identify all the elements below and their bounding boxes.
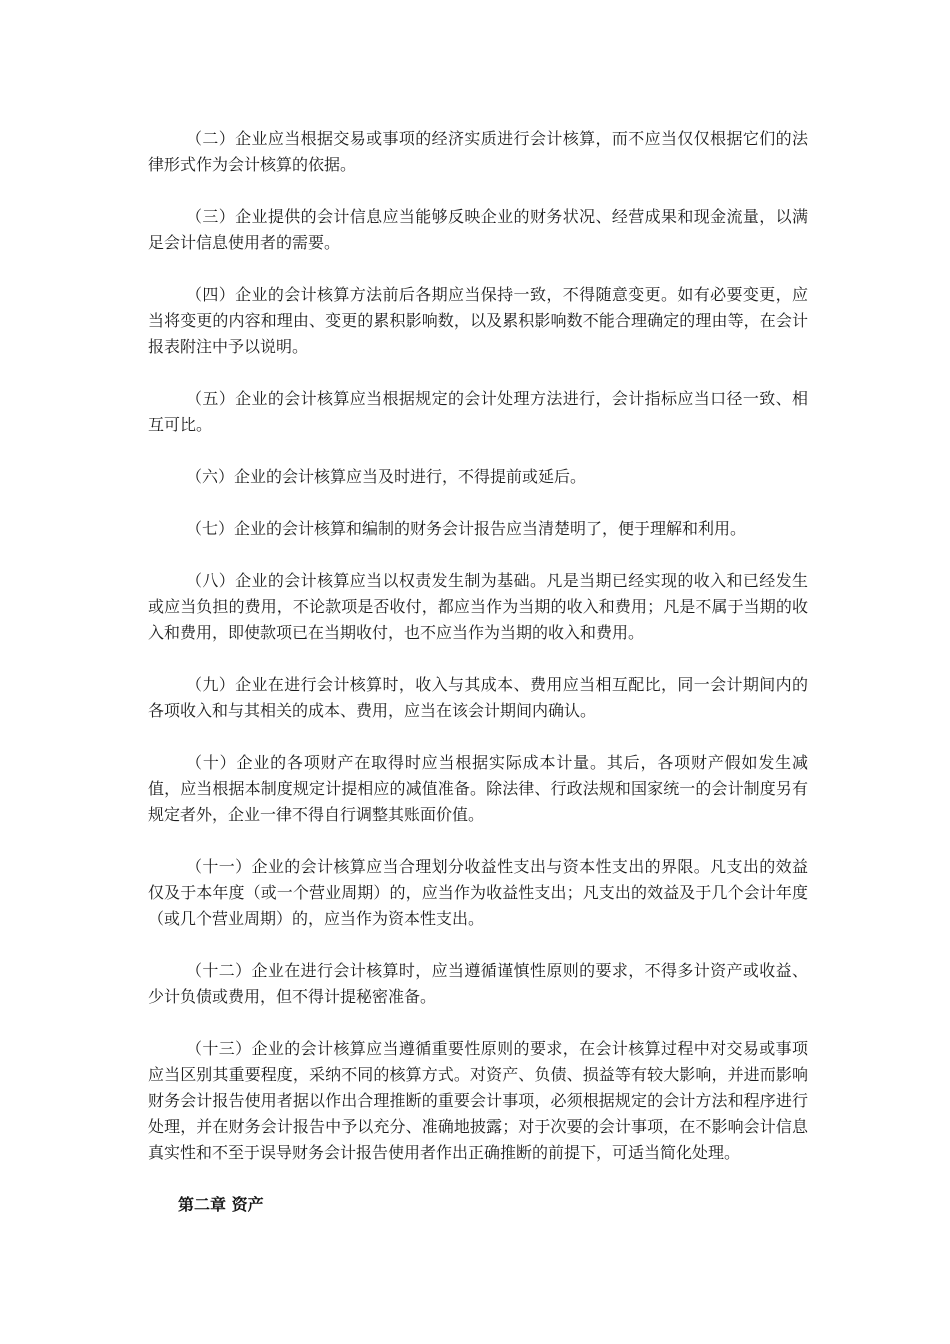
paragraph-13: （十三）企业的会计核算应当遵循重要性原则的要求，在会计核算过程中对交易或事项应当区别其重要程度，采纳不同的核算方式。对资产、负债、损益等有较大影响，并进而影响财务会计报告使用者据以作出合理推断的重要会计事项，必须根据规定的会计方法和程序进行处理，并在财务会计报告中予以充分、准确地披露；对于次要的会计事项，在不影响会计信息真实性和不至于误导财务会计报告使用者作出正确推断的前提下，可适当简化处理。 [148,1039,808,1162]
document-body [148,126,808,1218]
paragraph-11: （十一）企业的会计核算应当合理划分收益性支出与资本性支出的界限。凡支出的效益仅及于本年度（或一个营业周期）的，应当作为收益性支出；凡支出的效益及于几个会计年度（或几个营业周期）的，应当作为资本性支出。 [148,857,808,928]
chapter-heading: 第二章 资产 [178,1195,264,1214]
paragraph-7: （七）企业的会计核算和编制的财务会计报告应当清楚明了，便于理解和利用。 [186,519,747,538]
paragraph-2: （二）企业应当根据交易或事项的经济实质进行会计核算，而不应当仅仅根据它们的法律形式作为会计核算的依据。 [148,129,808,174]
paragraph-3: （三）企业提供的会计信息应当能够反映企业的财务状况、经营成果和现金流量，以满足会计信息使用者的需要。 [148,207,808,252]
paragraph-12: （十二）企业在进行会计核算时，应当遵循谨慎性原则的要求，不得多计资产或收益、少计负债或费用，但不得计提秘密准备。 [148,961,808,1006]
paragraph-5: （五）企业的会计核算应当根据规定的会计处理方法进行，会计指标应当口径一致、相互可比。 [148,389,808,434]
paragraph-10: （十）企业的各项财产在取得时应当根据实际成本计量。其后，各项财产假如发生减值，应当根据本制度规定计提相应的减值准备。除法律、行政法规和国家统一的会计制度另有规定者外，企业一律不得自行调整其账面价值。 [148,753,808,824]
paragraph-4: （四）企业的会计核算方法前后各期应当保持一致，不得随意变更。如有必要变更，应当将变更的内容和理由、变更的累积影响数，以及累积影响数不能合理确定的理由等，在会计报表附注中予以说明。 [148,285,808,356]
paragraph-9: （九）企业在进行会计核算时，收入与其成本、费用应当相互配比，同一会计期间内的各项收入和与其相关的成本、费用，应当在该会计期间内确认。 [148,675,808,720]
paragraph-6: （六）企业的会计核算应当及时进行，不得提前或延后。 [186,467,587,486]
paragraph-8: （八）企业的会计核算应当以权责发生制为基础。凡是当期已经实现的收入和已经发生或应当负担的费用，不论款项是否收付，都应当作为当期的收入和费用；凡是不属于当期的收入和费用，即使款项已在当期收付，也不应当作为当期的收入和费用。 [148,571,808,642]
